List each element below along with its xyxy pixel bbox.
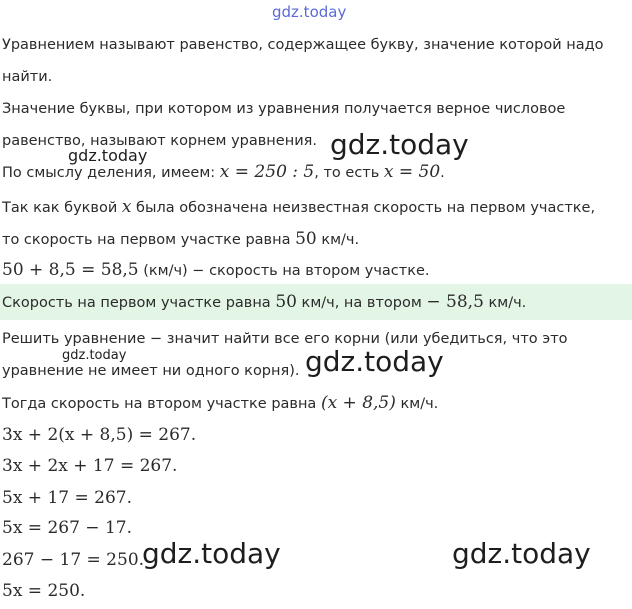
watermark-top: gdz.today: [272, 3, 347, 21]
paragraph-line: Решить уравнение − значит найти все его корни (или убедиться, что это: [2, 331, 568, 347]
math-expression: − 58,5: [426, 292, 484, 312]
math-expression: 50: [275, 292, 297, 312]
text-span: (км/ч) − скорость на втором участке.: [138, 263, 430, 279]
paragraph-line: равенство, называют корнем уравнения.: [2, 133, 317, 149]
math-expression: 50: [295, 229, 317, 249]
equation-line: 3x + 2(x + 8,5) = 267.: [2, 425, 197, 445]
paragraph-line: [2, 162, 632, 183]
math-expression: (x + 8,5): [320, 393, 396, 413]
text-span: Скорость на первом участке равна: [2, 295, 276, 311]
math-expression: x = 250 : 5: [219, 162, 315, 182]
watermark: gdz.today: [330, 128, 469, 161]
text-span: км/ч.: [316, 232, 360, 248]
text-span: км/ч, на втором: [296, 295, 427, 311]
text-span: км/ч.: [395, 396, 439, 412]
paragraph-line: найти.: [2, 69, 53, 85]
equation-line: 5x + 17 = 267.: [2, 488, 132, 508]
text-span: км/ч.: [483, 295, 527, 311]
paragraph-line: [2, 393, 632, 414]
text-span: Так как буквой: [2, 200, 122, 216]
paragraph-line: уравнение не имеет ни одного корня).: [2, 363, 300, 379]
text-span: , то есть: [314, 165, 384, 181]
paragraph-line: Уравнением называют равенство, содержащее букву, значение которой надо: [2, 37, 604, 53]
math-expression: x = 50: [383, 162, 441, 182]
watermark: gdz.today: [452, 537, 591, 570]
watermark: gdz.today: [68, 146, 148, 165]
paragraph-line: [2, 197, 632, 218]
text-span: По смыслу деления, имеем:: [2, 165, 220, 181]
paragraph-line: Значение буквы, при котором из уравнения получается верное числовое: [2, 101, 566, 117]
paragraph-line: [2, 229, 632, 250]
equation-line: 5x = 250.: [2, 581, 86, 601]
highlighted-answer-line: [2, 292, 632, 313]
watermark: gdz.today: [305, 345, 444, 378]
text-span: .: [440, 165, 445, 181]
paragraph-line: [2, 260, 632, 281]
text-span: то скорость на первом участке равна: [2, 232, 296, 248]
watermark: gdz.today: [142, 537, 281, 570]
math-expression: 50 + 8,5 = 58,5: [2, 260, 139, 280]
equation-line: 3x + 2x + 17 = 267.: [2, 456, 178, 476]
watermark: gdz.today: [62, 348, 127, 363]
equation-line: 5x = 267 − 17.: [2, 518, 132, 538]
equation-line: 267 − 17 = 250.: [2, 550, 145, 570]
text-span: была обозначена неизвестная скорость на первом участке,: [131, 200, 596, 216]
math-variable: x: [121, 197, 132, 217]
text-span: Тогда скорость на втором участке равна: [2, 396, 321, 412]
